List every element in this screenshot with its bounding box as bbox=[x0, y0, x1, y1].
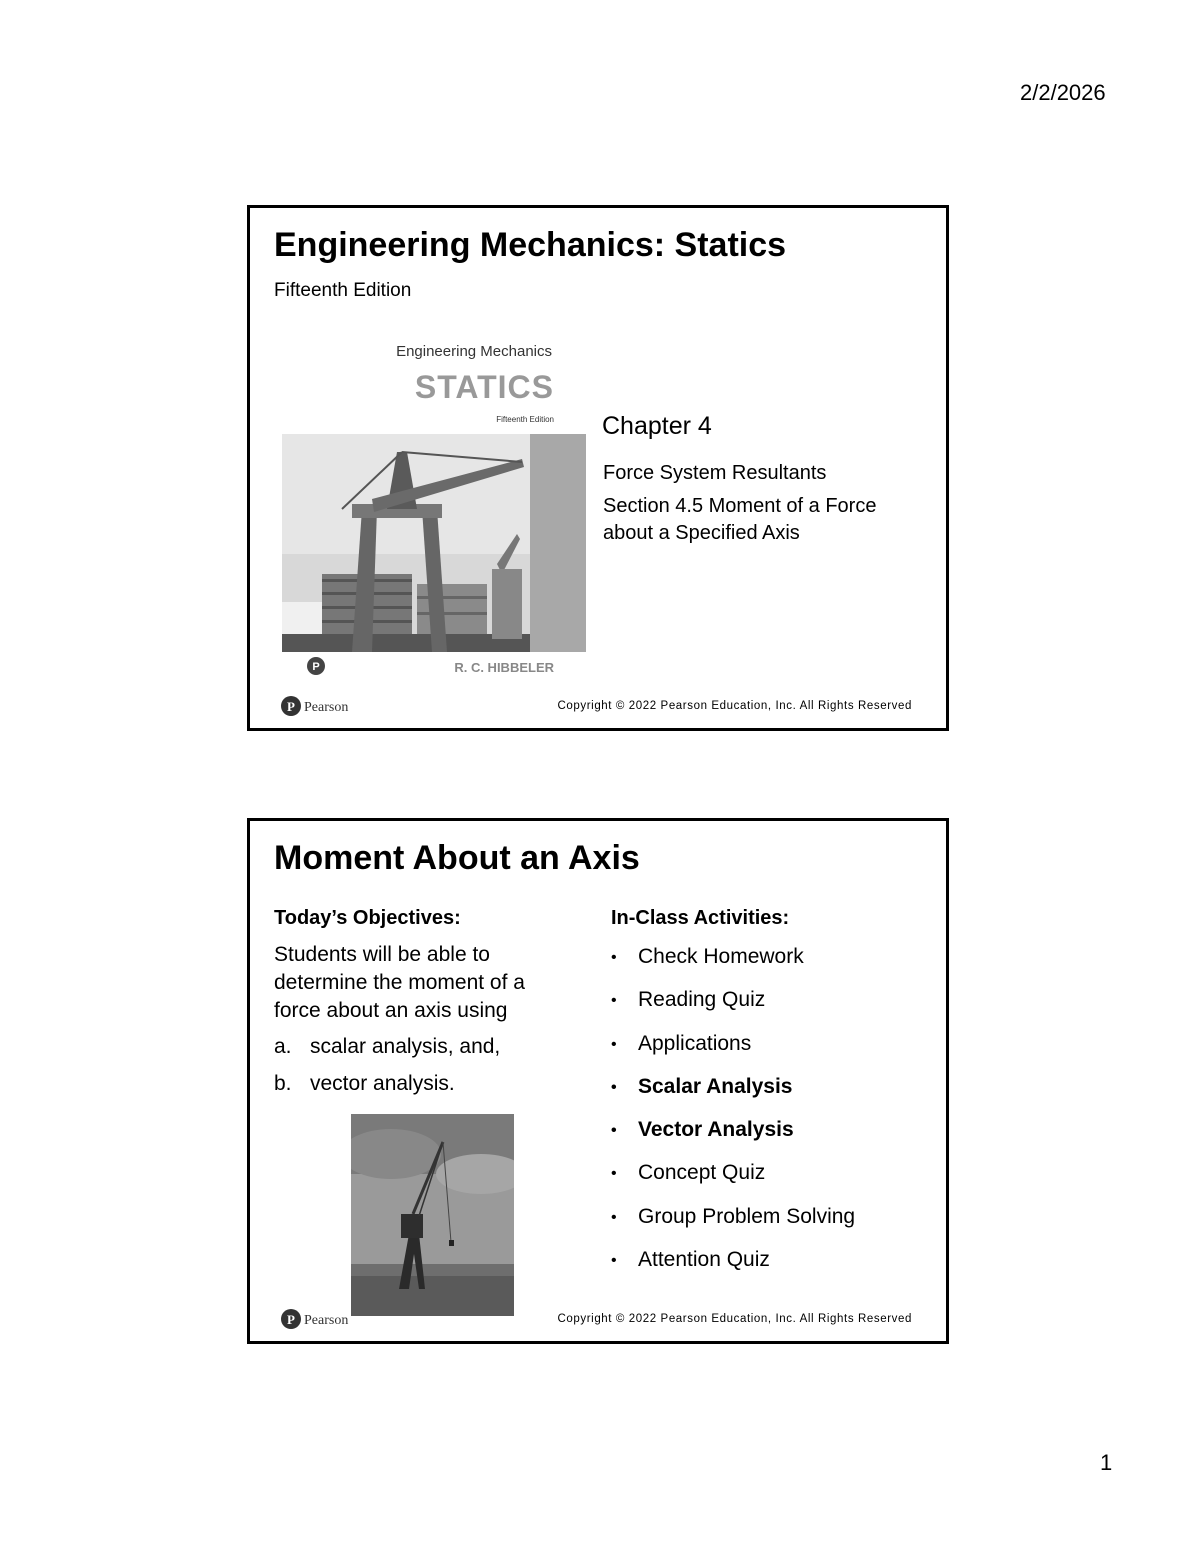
edition-subtitle: Fifteenth Edition bbox=[274, 280, 412, 301]
svg-text:P: P bbox=[287, 699, 295, 714]
crane-photo bbox=[351, 1114, 514, 1316]
activity-item: • Check Homework bbox=[611, 945, 855, 988]
objective-item bbox=[274, 1072, 455, 1096]
copyright-notice: Copyright © 2022 Pearson Education, Inc. All Rights Reserved bbox=[557, 1313, 912, 1325]
cover-publisher-mark: P bbox=[312, 661, 320, 673]
slide-title: Moment About an Axis bbox=[274, 839, 640, 877]
page-number: 1 bbox=[1100, 1450, 1113, 1475]
objective-label: a. bbox=[274, 1035, 292, 1058]
objectives-slide bbox=[247, 818, 949, 1344]
activity-item: • Scalar Analysis bbox=[611, 1075, 855, 1118]
section-title-line1: Section 4.5 Moment of a Force bbox=[603, 495, 877, 517]
cover-edition: Fifteenth Edition bbox=[496, 415, 554, 424]
pearson-logo-text: Pearson bbox=[304, 1313, 349, 1328]
cover-big-title: STATICS bbox=[414, 369, 554, 405]
objective-item bbox=[274, 1035, 500, 1059]
svg-text:P: P bbox=[287, 1312, 295, 1327]
book-cover-image bbox=[282, 334, 588, 682]
copyright-notice: Copyright © 2022 Pearson Education, Inc. All Rights Reserved bbox=[557, 700, 912, 712]
pearson-logo bbox=[280, 1307, 360, 1331]
objectives-heading: Today’s Objectives: bbox=[274, 907, 461, 929]
objective-label: b. bbox=[274, 1072, 292, 1095]
activity-item: • Reading Quiz bbox=[611, 988, 855, 1031]
slide-title: Engineering Mechanics: Statics bbox=[274, 226, 787, 264]
activities-list bbox=[611, 945, 855, 1291]
cover-top-line: Engineering Mechanics bbox=[396, 343, 552, 360]
pearson-logo-text: Pearson bbox=[304, 700, 349, 715]
chapter-heading: Chapter 4 bbox=[602, 412, 712, 440]
activity-item: • Concept Quiz bbox=[611, 1161, 855, 1204]
cover-author: R. C. HIBBELER bbox=[454, 660, 554, 675]
activity-item: • Group Problem Solving bbox=[611, 1205, 855, 1248]
page-date: 2/2/2026 bbox=[1020, 80, 1106, 105]
objective-text: vector analysis. bbox=[310, 1072, 455, 1095]
title-slide bbox=[247, 205, 949, 731]
pearson-logo bbox=[280, 694, 360, 718]
activity-item: • Attention Quiz bbox=[611, 1248, 855, 1291]
chapter-topic: Force System Resultants bbox=[603, 462, 827, 484]
activity-item: • Vector Analysis bbox=[611, 1118, 855, 1161]
section-title-line2: about a Specified Axis bbox=[603, 522, 800, 544]
activities-heading: In-Class Activities: bbox=[611, 907, 790, 929]
objectives-text: Students will be able to determine the moment of a force about an axis using bbox=[274, 943, 525, 1022]
activity-item: • Applications bbox=[611, 1032, 855, 1075]
objective-text: scalar analysis, and, bbox=[310, 1035, 501, 1058]
